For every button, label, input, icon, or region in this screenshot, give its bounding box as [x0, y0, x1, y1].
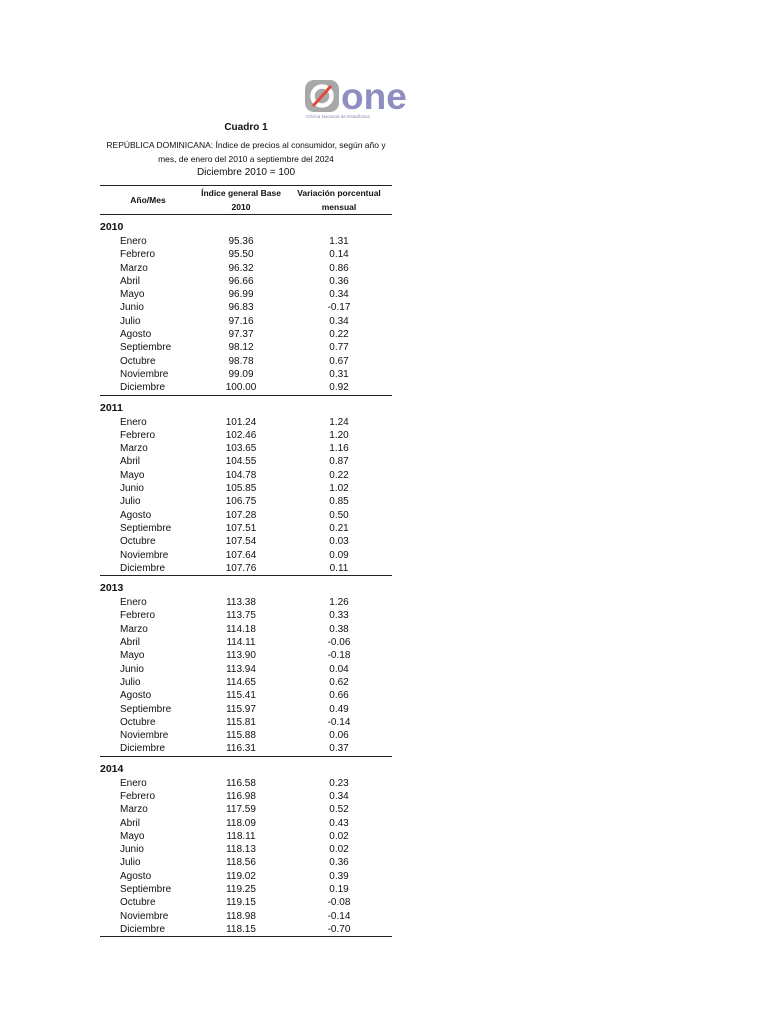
month-cell: Octubre — [120, 355, 156, 367]
variation-cell: 0.19 — [329, 884, 349, 896]
index-cell: 96.83 — [228, 302, 254, 314]
index-cell: 118.13 — [226, 844, 256, 856]
month-cell: Septiembre — [120, 703, 172, 715]
month-cell: Agosto — [120, 329, 152, 341]
index-cell: 95.50 — [228, 249, 254, 261]
index-cell: 118.56 — [226, 857, 256, 869]
variation-cell: -0.17 — [327, 302, 351, 314]
table-row — [100, 469, 392, 482]
variation-cell: 0.62 — [329, 676, 349, 688]
index-cell: 104.55 — [225, 456, 257, 468]
index-cell: 107.28 — [225, 509, 257, 521]
col-header-index-line1: Índice general Base — [201, 188, 281, 198]
index-cell: 114.11 — [226, 637, 256, 649]
variation-cell: 0.11 — [329, 562, 349, 574]
month-cell: Abril — [120, 275, 141, 287]
table-row — [100, 676, 392, 689]
year-label: 2013 — [100, 576, 392, 597]
table-row — [100, 870, 392, 883]
table-row — [100, 910, 392, 923]
year-row — [100, 756, 392, 777]
variation-cell: 0.36 — [329, 275, 349, 287]
table-row — [100, 596, 392, 609]
index-cell: 96.32 — [228, 262, 254, 274]
variation-cell: 0.33 — [329, 610, 349, 622]
table-row — [100, 883, 392, 896]
index-cell: 104.78 — [225, 469, 257, 481]
index-cell: 113.94 — [226, 663, 256, 675]
variation-cell: -0.18 — [327, 650, 351, 662]
month-cell: Febrero — [120, 610, 156, 622]
month-cell: Septiembre — [120, 884, 172, 896]
index-cell: 113.75 — [226, 610, 256, 622]
variation-cell: 0.43 — [329, 817, 349, 829]
variation-cell: 1.02 — [329, 483, 349, 495]
table-number: Cuadro 1 — [224, 122, 268, 133]
table-row — [100, 368, 392, 381]
col-header-index-line2: 2010 — [231, 202, 251, 212]
table-row — [100, 355, 392, 368]
index-cell: 113.38 — [226, 597, 256, 609]
index-cell: 115.97 — [226, 703, 256, 715]
variation-cell: 0.85 — [329, 496, 349, 508]
month-cell: Enero — [120, 597, 147, 609]
table-row — [100, 248, 392, 261]
index-cell: 96.99 — [228, 289, 254, 301]
index-cell: 115.88 — [226, 730, 256, 742]
month-cell: Agosto — [120, 509, 152, 521]
index-cell: 97.16 — [228, 315, 254, 327]
variation-cell: 0.50 — [329, 509, 349, 521]
month-cell: Octubre — [120, 536, 156, 548]
table-row — [100, 522, 392, 535]
year-row — [100, 215, 392, 236]
variation-cell: 0.49 — [329, 703, 349, 715]
month-cell: Agosto — [120, 690, 152, 702]
variation-cell: -0.14 — [327, 910, 351, 922]
variation-cell: -0.70 — [286, 923, 392, 937]
variation-cell: 1.20 — [329, 429, 349, 441]
index-cell: 96.66 — [228, 275, 254, 287]
month-cell: Septiembre — [120, 342, 172, 354]
year-row — [100, 576, 392, 597]
month-cell: Noviembre — [120, 910, 169, 922]
table-row — [100, 729, 392, 742]
table-row — [100, 429, 392, 442]
table-row — [100, 315, 392, 328]
col-header-month: Año/Mes — [100, 186, 196, 215]
variation-cell: 0.22 — [329, 329, 349, 341]
variation-cell: 0.23 — [329, 777, 349, 789]
index-cell: 117.59 — [226, 804, 256, 816]
month-cell: Diciembre — [100, 923, 196, 937]
table-row — [100, 416, 392, 429]
table-title-line2: mes, de enero del 2010 a septiembre del 2024 — [158, 154, 334, 164]
table-row — [100, 482, 392, 495]
variation-cell: 1.24 — [329, 416, 349, 428]
table-row — [100, 856, 392, 869]
table-row — [100, 609, 392, 622]
logo-subtitle: Oficina Nacional de Estadística — [306, 114, 370, 119]
month-cell: Octubre — [120, 716, 156, 728]
index-cell: 118.98 — [226, 910, 256, 922]
table-row — [100, 830, 392, 843]
index-cell: 116.58 — [226, 777, 256, 789]
month-cell: Mayo — [120, 289, 145, 301]
month-cell: Noviembre — [120, 368, 169, 380]
col-header-index — [196, 186, 286, 215]
table-row — [100, 663, 392, 676]
variation-cell: 0.52 — [329, 804, 349, 816]
variation-cell: -0.14 — [327, 716, 351, 728]
index-cell: 114.65 — [226, 676, 256, 688]
base-note: Diciembre 2010 = 100 — [196, 167, 296, 178]
index-cell: 98.78 — [228, 355, 254, 367]
cpi-table — [100, 185, 392, 937]
table-row — [100, 301, 392, 314]
index-cell: 99.09 — [228, 368, 254, 380]
variation-cell: 0.06 — [329, 730, 349, 742]
table-row — [100, 262, 392, 275]
table-row — [100, 623, 392, 636]
col-header-variation-line1: Variación porcentual — [297, 188, 381, 198]
index-cell: 95.36 — [228, 236, 254, 247]
month-cell: Julio — [120, 857, 141, 869]
index-cell: 105.85 — [225, 483, 257, 495]
table-row — [100, 455, 392, 468]
index-cell: 107.76 — [225, 562, 257, 574]
year-row — [100, 395, 392, 416]
index-cell: 119.25 — [226, 884, 256, 896]
month-cell: Julio — [120, 315, 141, 327]
table-row — [100, 288, 392, 301]
month-cell: Noviembre — [120, 730, 169, 742]
table-row — [100, 381, 392, 395]
variation-cell: 0.77 — [329, 342, 349, 354]
month-cell: Diciembre — [120, 743, 166, 755]
month-cell: Diciembre — [120, 562, 166, 574]
index-cell: 101.24 — [225, 416, 257, 428]
month-cell: Julio — [120, 676, 141, 688]
index-cell: 102.46 — [225, 429, 257, 441]
index-cell: 116.98 — [226, 790, 256, 802]
table-row — [100, 817, 392, 830]
index-cell: 113.90 — [226, 650, 256, 662]
table-row — [100, 495, 392, 508]
variation-cell: -0.06 — [327, 637, 351, 649]
month-cell: Abril — [120, 637, 141, 649]
header-row — [100, 186, 392, 215]
variation-cell: 0.02 — [329, 844, 349, 856]
month-cell: Febrero — [120, 790, 156, 802]
month-cell: Mayo — [120, 650, 145, 662]
month-cell: Noviembre — [120, 549, 169, 561]
table-row — [100, 509, 392, 522]
one-logo — [304, 76, 407, 123]
table-row — [100, 341, 392, 354]
table-row — [100, 328, 392, 341]
table-row — [100, 742, 392, 756]
table-row — [100, 649, 392, 662]
table-row — [100, 562, 392, 576]
variation-cell: 1.31 — [329, 236, 349, 247]
month-cell: Junio — [120, 483, 144, 495]
table-row — [100, 235, 392, 248]
table-row — [100, 703, 392, 716]
month-cell: Julio — [120, 496, 141, 508]
month-cell: Mayo — [120, 469, 145, 481]
variation-cell: 0.87 — [329, 456, 349, 468]
table-row — [100, 803, 392, 816]
col-header-variation-line2: mensual — [321, 202, 357, 212]
index-cell: 118.15 — [196, 923, 286, 937]
variation-cell: 0.02 — [329, 830, 349, 842]
index-cell: 107.51 — [225, 522, 257, 534]
table-row — [100, 777, 392, 790]
month-cell: Junio — [120, 302, 144, 314]
month-cell: Junio — [120, 663, 144, 675]
variation-cell: 1.16 — [329, 443, 349, 455]
year-label: 2011 — [100, 395, 392, 416]
month-cell: Mayo — [120, 830, 145, 842]
index-cell: 118.11 — [226, 830, 256, 842]
index-cell: 107.64 — [225, 549, 257, 561]
index-cell: 106.75 — [225, 496, 257, 508]
variation-cell: 0.37 — [329, 743, 349, 755]
variation-cell: 0.36 — [329, 857, 349, 869]
index-cell: 115.41 — [226, 690, 256, 702]
variation-cell: 0.03 — [329, 536, 349, 548]
variation-cell: 0.34 — [329, 315, 349, 327]
variation-cell: 0.86 — [329, 262, 349, 274]
variation-cell: 0.34 — [329, 790, 349, 802]
variation-cell: 0.92 — [329, 382, 349, 394]
table-row — [100, 923, 392, 937]
month-cell: Enero — [120, 236, 147, 247]
index-cell: 118.09 — [226, 817, 256, 829]
table-row — [100, 689, 392, 702]
table-row — [100, 535, 392, 548]
month-cell: Octubre — [120, 897, 156, 909]
index-cell: 103.65 — [225, 443, 257, 455]
year-label: 2010 — [100, 221, 124, 233]
month-cell: Marzo — [120, 804, 148, 816]
index-cell: 97.37 — [228, 329, 254, 341]
col-header-variation — [286, 186, 392, 215]
variation-cell: -0.08 — [327, 897, 351, 909]
index-cell: 107.54 — [225, 536, 257, 548]
variation-cell: 0.21 — [329, 522, 349, 534]
variation-cell: 0.04 — [329, 663, 349, 675]
index-cell: 116.31 — [226, 743, 256, 755]
variation-cell: 0.34 — [329, 289, 349, 301]
table-title-line1: REPÚBLICA DOMINICANA: Índice de precios al consumidor, según año y — [106, 140, 386, 150]
month-cell: Enero — [120, 416, 147, 428]
variation-cell: 1.26 — [329, 597, 349, 609]
table-row — [100, 275, 392, 288]
table-row — [100, 716, 392, 729]
variation-cell: 0.38 — [329, 623, 349, 635]
index-cell: 114.18 — [226, 623, 256, 635]
variation-cell: 0.67 — [329, 355, 349, 367]
index-cell: 98.12 — [228, 342, 254, 354]
table-row — [100, 636, 392, 649]
month-cell: Agosto — [120, 870, 152, 882]
table-row — [100, 790, 392, 803]
variation-cell: 0.39 — [329, 870, 349, 882]
month-cell: Septiembre — [120, 522, 172, 534]
index-cell: 115.81 — [226, 716, 256, 728]
month-cell: Febrero — [120, 249, 156, 261]
month-cell: Marzo — [120, 262, 148, 274]
table-row — [100, 442, 392, 455]
variation-cell: 0.66 — [329, 690, 349, 702]
table-row — [100, 843, 392, 856]
variation-cell: 0.09 — [329, 549, 349, 561]
table-row — [100, 896, 392, 909]
table-title — [100, 138, 392, 166]
table-row — [100, 549, 392, 562]
variation-cell: 0.22 — [329, 469, 349, 481]
month-cell: Diciembre — [120, 382, 166, 394]
variation-cell: 0.31 — [329, 368, 349, 380]
index-cell: 119.15 — [226, 897, 256, 909]
index-cell: 100.00 — [225, 382, 257, 394]
month-cell: Abril — [120, 456, 141, 468]
logo-wordmark: one — [341, 76, 407, 117]
month-cell: Febrero — [120, 429, 156, 441]
month-cell: Marzo — [120, 623, 148, 635]
index-cell: 119.02 — [226, 870, 256, 882]
variation-cell: 0.14 — [329, 249, 349, 261]
month-cell: Marzo — [120, 443, 148, 455]
year-label: 2014 — [100, 756, 392, 777]
month-cell: Junio — [120, 844, 144, 856]
month-cell: Enero — [120, 777, 147, 789]
month-cell: Abril — [120, 817, 141, 829]
